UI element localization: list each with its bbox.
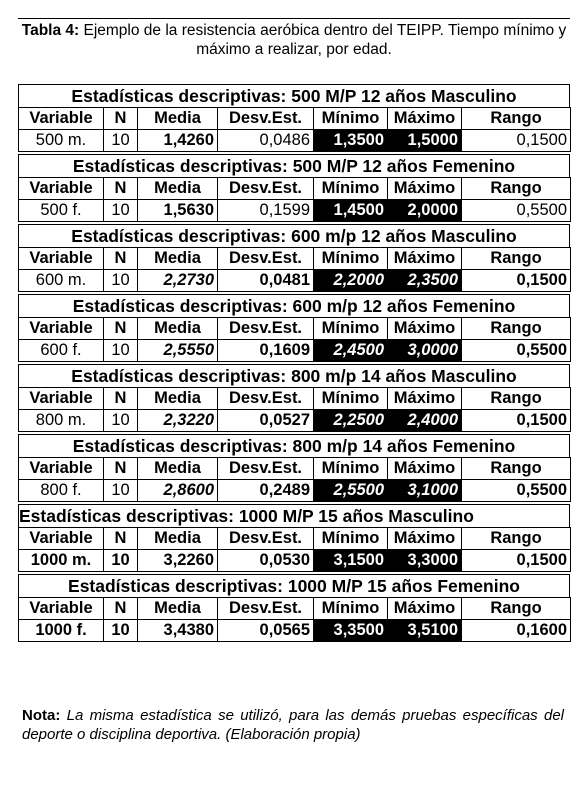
cell-maximo: 2,0000: [388, 200, 462, 222]
column-header: Rango: [462, 528, 571, 550]
cell-variable: 500 f.: [19, 200, 104, 222]
column-header: Mínimo: [314, 388, 388, 410]
cell-rango: 0,5500: [462, 200, 571, 222]
stats-block: [18, 504, 570, 572]
cell-maximo: 1,5000: [388, 130, 462, 152]
column-header: Media: [138, 598, 218, 620]
column-header: Desv.Est.: [218, 388, 314, 410]
block-title: Estadísticas descriptivas: 1000 M/P 15 años Masculino: [18, 504, 570, 527]
tables-container: [18, 84, 570, 644]
cell-maximo: 3,0000: [388, 340, 462, 362]
column-header: Rango: [462, 248, 571, 270]
column-header: Variable: [19, 598, 104, 620]
cell-rango: 0,5500: [462, 480, 571, 502]
column-header: Máximo: [388, 178, 462, 200]
block-title: Estadísticas descriptivas: 800 m/p 14 años Masculino: [18, 364, 570, 387]
stats-table: [18, 387, 571, 432]
stats-table: [18, 107, 571, 152]
cell-desv: 0,0530: [218, 550, 314, 572]
column-header: Rango: [462, 318, 571, 340]
column-header: Rango: [462, 388, 571, 410]
cell-media: 2,3220: [138, 410, 218, 432]
column-header: Máximo: [388, 108, 462, 130]
header-row: [19, 248, 571, 270]
column-header: Media: [138, 318, 218, 340]
cell-minimo: 1,3500: [314, 130, 388, 152]
table-row: [19, 270, 571, 292]
cell-desv: 0,2489: [218, 480, 314, 502]
column-header: N: [104, 318, 138, 340]
cell-maximo: 3,5100: [388, 620, 462, 642]
cell-n: 10: [104, 620, 138, 642]
cell-media: 2,5550: [138, 340, 218, 362]
column-header: Mínimo: [314, 248, 388, 270]
column-header: N: [104, 458, 138, 480]
cell-n: 10: [104, 480, 138, 502]
stats-block: [18, 434, 570, 502]
caption-label: Tabla 4:: [21, 22, 80, 39]
cell-media: 2,8600: [138, 480, 218, 502]
column-header: Media: [138, 108, 218, 130]
column-header: Variable: [19, 388, 104, 410]
cell-minimo: 3,1500: [314, 550, 388, 572]
note-label: Nota:: [22, 707, 61, 724]
header-row: [19, 528, 571, 550]
column-header: Mínimo: [314, 458, 388, 480]
column-header: Rango: [462, 178, 571, 200]
cell-minimo: 2,4500: [314, 340, 388, 362]
column-header: Desv.Est.: [218, 458, 314, 480]
cell-desv: 0,0486: [218, 130, 314, 152]
column-header: Media: [138, 248, 218, 270]
cell-variable: 800 f.: [19, 480, 104, 502]
cell-variable: 600 f.: [19, 340, 104, 362]
header-row: [19, 458, 571, 480]
cell-rango: 0,1500: [462, 270, 571, 292]
cell-media: 3,4380: [138, 620, 218, 642]
stats-table: [18, 317, 571, 362]
cell-desv: 0,0481: [218, 270, 314, 292]
cell-rango: 0,1500: [462, 130, 571, 152]
cell-rango: 0,1500: [462, 550, 571, 572]
column-header: Máximo: [388, 458, 462, 480]
column-header: Media: [138, 178, 218, 200]
cell-minimo: 1,4500: [314, 200, 388, 222]
header-row: [19, 318, 571, 340]
table-row: [19, 620, 571, 642]
column-header: N: [104, 248, 138, 270]
table-row: [19, 480, 571, 502]
cell-minimo: 3,3500: [314, 620, 388, 642]
cell-desv: 0,1609: [218, 340, 314, 362]
cell-maximo: 2,4000: [388, 410, 462, 432]
column-header: Desv.Est.: [218, 178, 314, 200]
cell-media: 3,2260: [138, 550, 218, 572]
cell-n: 10: [104, 200, 138, 222]
cell-minimo: 2,2000: [314, 270, 388, 292]
cell-n: 10: [104, 340, 138, 362]
stats-block: [18, 154, 570, 222]
header-row: [19, 108, 571, 130]
header-row: [19, 178, 571, 200]
stats-table: [18, 597, 571, 642]
column-header: N: [104, 598, 138, 620]
column-header: Media: [138, 388, 218, 410]
cell-media: 1,4260: [138, 130, 218, 152]
column-header: Máximo: [388, 318, 462, 340]
column-header: Mínimo: [314, 318, 388, 340]
column-header: Desv.Est.: [218, 108, 314, 130]
column-header: N: [104, 178, 138, 200]
column-header: N: [104, 528, 138, 550]
header-row: [19, 598, 571, 620]
column-header: Rango: [462, 108, 571, 130]
stats-table: [18, 457, 571, 502]
cell-maximo: 2,3500: [388, 270, 462, 292]
column-header: N: [104, 108, 138, 130]
note: [22, 706, 564, 744]
table-row: [19, 410, 571, 432]
table-row: [19, 200, 571, 222]
note-text: La misma estadística se utilizó, para las demás pruebas específicas del deporte o disciplina deportiva. (Elaboración propia): [22, 707, 564, 743]
cell-n: 10: [104, 550, 138, 572]
table-caption: [18, 18, 570, 59]
cell-variable: 500 m.: [19, 130, 104, 152]
stats-block: [18, 574, 570, 642]
cell-minimo: 2,5500: [314, 480, 388, 502]
column-header: Desv.Est.: [218, 598, 314, 620]
cell-rango: 0,1500: [462, 410, 571, 432]
cell-variable: 1000 m.: [19, 550, 104, 572]
column-header: Máximo: [388, 598, 462, 620]
column-header: Media: [138, 458, 218, 480]
cell-rango: 0,5500: [462, 340, 571, 362]
cell-minimo: 2,2500: [314, 410, 388, 432]
block-title: Estadísticas descriptivas: 600 m/p 12 años Masculino: [18, 224, 570, 247]
table-row: [19, 130, 571, 152]
column-header: Mínimo: [314, 108, 388, 130]
cell-maximo: 3,1000: [388, 480, 462, 502]
column-header: Variable: [19, 108, 104, 130]
column-header: Rango: [462, 598, 571, 620]
table-row: [19, 550, 571, 572]
block-title: Estadísticas descriptivas: 1000 M/P 15 años Femenino: [18, 574, 570, 597]
cell-n: 10: [104, 130, 138, 152]
cell-desv: 0,0527: [218, 410, 314, 432]
column-header: Mínimo: [314, 528, 388, 550]
block-title: Estadísticas descriptivas: 500 M/P 12 años Masculino: [18, 84, 570, 107]
stats-block: [18, 84, 570, 152]
column-header: N: [104, 388, 138, 410]
cell-media: 1,5630: [138, 200, 218, 222]
cell-n: 10: [104, 410, 138, 432]
cell-maximo: 3,3000: [388, 550, 462, 572]
block-title: Estadísticas descriptivas: 500 M/P 12 años Femenino: [18, 154, 570, 177]
column-header: Variable: [19, 528, 104, 550]
cell-variable: 600 m.: [19, 270, 104, 292]
column-header: Media: [138, 528, 218, 550]
column-header: Variable: [19, 248, 104, 270]
column-header: Desv.Est.: [218, 528, 314, 550]
column-header: Variable: [19, 318, 104, 340]
cell-variable: 1000 f.: [19, 620, 104, 642]
cell-desv: 0,0565: [218, 620, 314, 642]
cell-desv: 0,1599: [218, 200, 314, 222]
cell-n: 10: [104, 270, 138, 292]
column-header: Mínimo: [314, 178, 388, 200]
column-header: Desv.Est.: [218, 318, 314, 340]
column-header: Máximo: [388, 248, 462, 270]
column-header: Variable: [19, 178, 104, 200]
column-header: Mínimo: [314, 598, 388, 620]
stats-block: [18, 364, 570, 432]
stats-block: [18, 294, 570, 362]
column-header: Variable: [19, 458, 104, 480]
column-header: Máximo: [388, 528, 462, 550]
header-row: [19, 388, 571, 410]
stats-block: [18, 224, 570, 292]
column-header: Desv.Est.: [218, 248, 314, 270]
column-header: Máximo: [388, 388, 462, 410]
stats-table: [18, 527, 571, 572]
table-row: [19, 340, 571, 362]
cell-variable: 800 m.: [19, 410, 104, 432]
block-title: Estadísticas descriptivas: 600 m/p 12 años Femenino: [18, 294, 570, 317]
block-title: Estadísticas descriptivas: 800 m/p 14 años Femenino: [18, 434, 570, 457]
stats-table: [18, 247, 571, 292]
cell-rango: 0,1600: [462, 620, 571, 642]
cell-media: 2,2730: [138, 270, 218, 292]
caption-text: Ejemplo de la resistencia aeróbica dentro del TEIPP. Tiempo mínimo y máximo a realizar, por edad.: [79, 22, 567, 58]
column-header: Rango: [462, 458, 571, 480]
stats-table: [18, 177, 571, 222]
